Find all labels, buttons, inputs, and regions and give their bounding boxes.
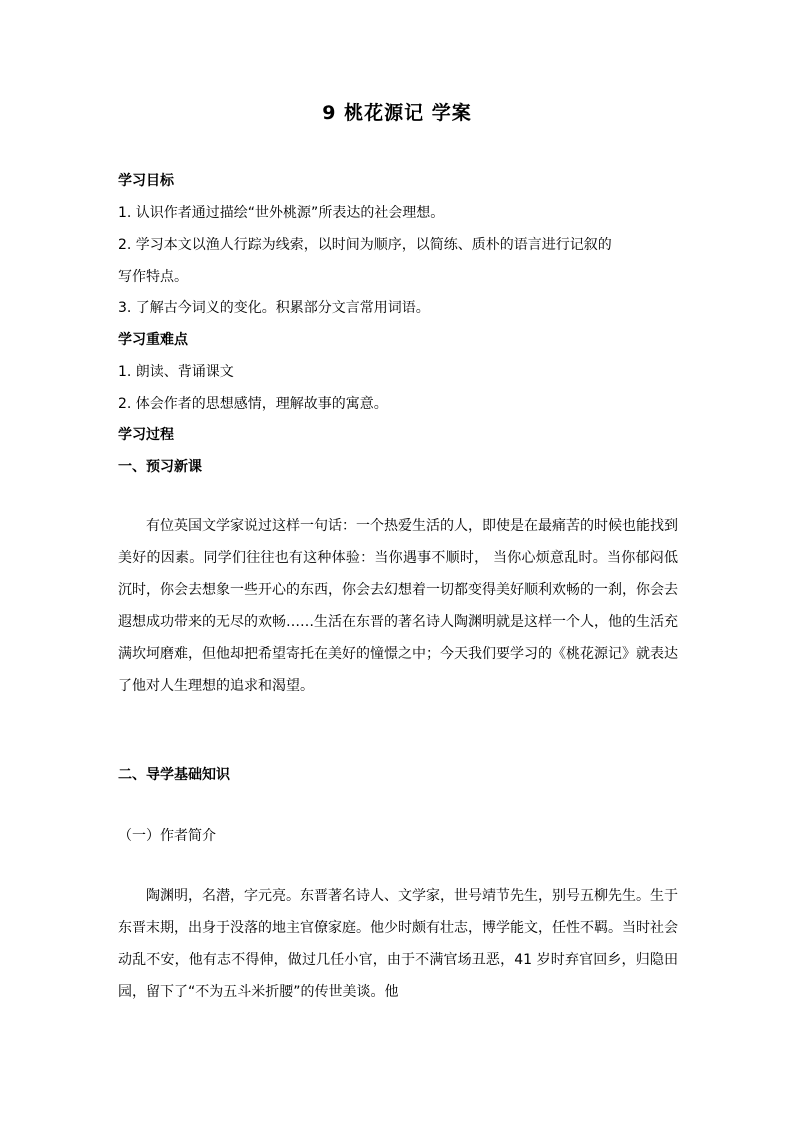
- page-title: 9 桃花源记 学案: [322, 102, 472, 124]
- section-1-heading: 一、预习新课: [118, 459, 202, 475]
- process-heading: 学习过程: [118, 427, 174, 443]
- subsection-1-heading: （一）作者简介: [118, 828, 216, 844]
- objective-item-2-continued: 写作特点。: [118, 269, 188, 285]
- objective-item-1: 1. 认识作者通过描绘“世外桃源”所表达的社会理想。: [118, 205, 445, 221]
- intro-paragraph: 有位英国文学家说过这样一句话：一个热爱生活的人，即使是在最痛苦的时候也能找到美好的因素。同学们往往也有这种体验：当你遇事不顺时， 当你心烦意乱时。当你郁闷低沉时，你会去想象一些开心的东西，你会去幻想着一切都变得美好顺利欢畅的一刹，你会去遐想成功带来的无尽的欢畅……生活在东晋的著名诗人陶渊明就是这样一个人，他的生活充满坎坷磨难，但他却把希望寄托在美好的憧憬之中；今天我们要学习的《桃花源记》就表达了他对人生理想的追求和渴望。: [118, 518, 678, 694]
- objectives-heading: 学习目标: [118, 173, 174, 189]
- objective-item-3: 3. 了解古今词义的变化。积累部分文言常用词语。: [118, 300, 430, 316]
- key-points-heading: 学习重难点: [118, 332, 188, 348]
- section-2-heading: 二、导学基础知识: [118, 767, 230, 783]
- objective-item-2: 2. 学习本文以渔人行踪为线索，以时间为顺序，以简练、质朴的语言进行记叙的: [118, 237, 612, 253]
- author-paragraph: 陶渊明，名潜，字元亮。东晋著名诗人、文学家，世号靖节先生，别号五柳先生。生于东晋末期，出身于没落的地主官僚家庭。他少时颇有壮志，博学能文，任性不羁。当时社会动乱不安，他有志不得伸，做过几任小官，由于不满官场丑恶，41 岁时弃官回乡，归隐田园，留下了“不为五斗米折腰”的传世美谈。他: [118, 888, 678, 1000]
- key-point-item-1: 1. 朗读、背诵课文: [118, 364, 234, 380]
- key-point-item-2: 2. 体会作者的思想感情，理解故事的寓意。: [118, 396, 388, 412]
